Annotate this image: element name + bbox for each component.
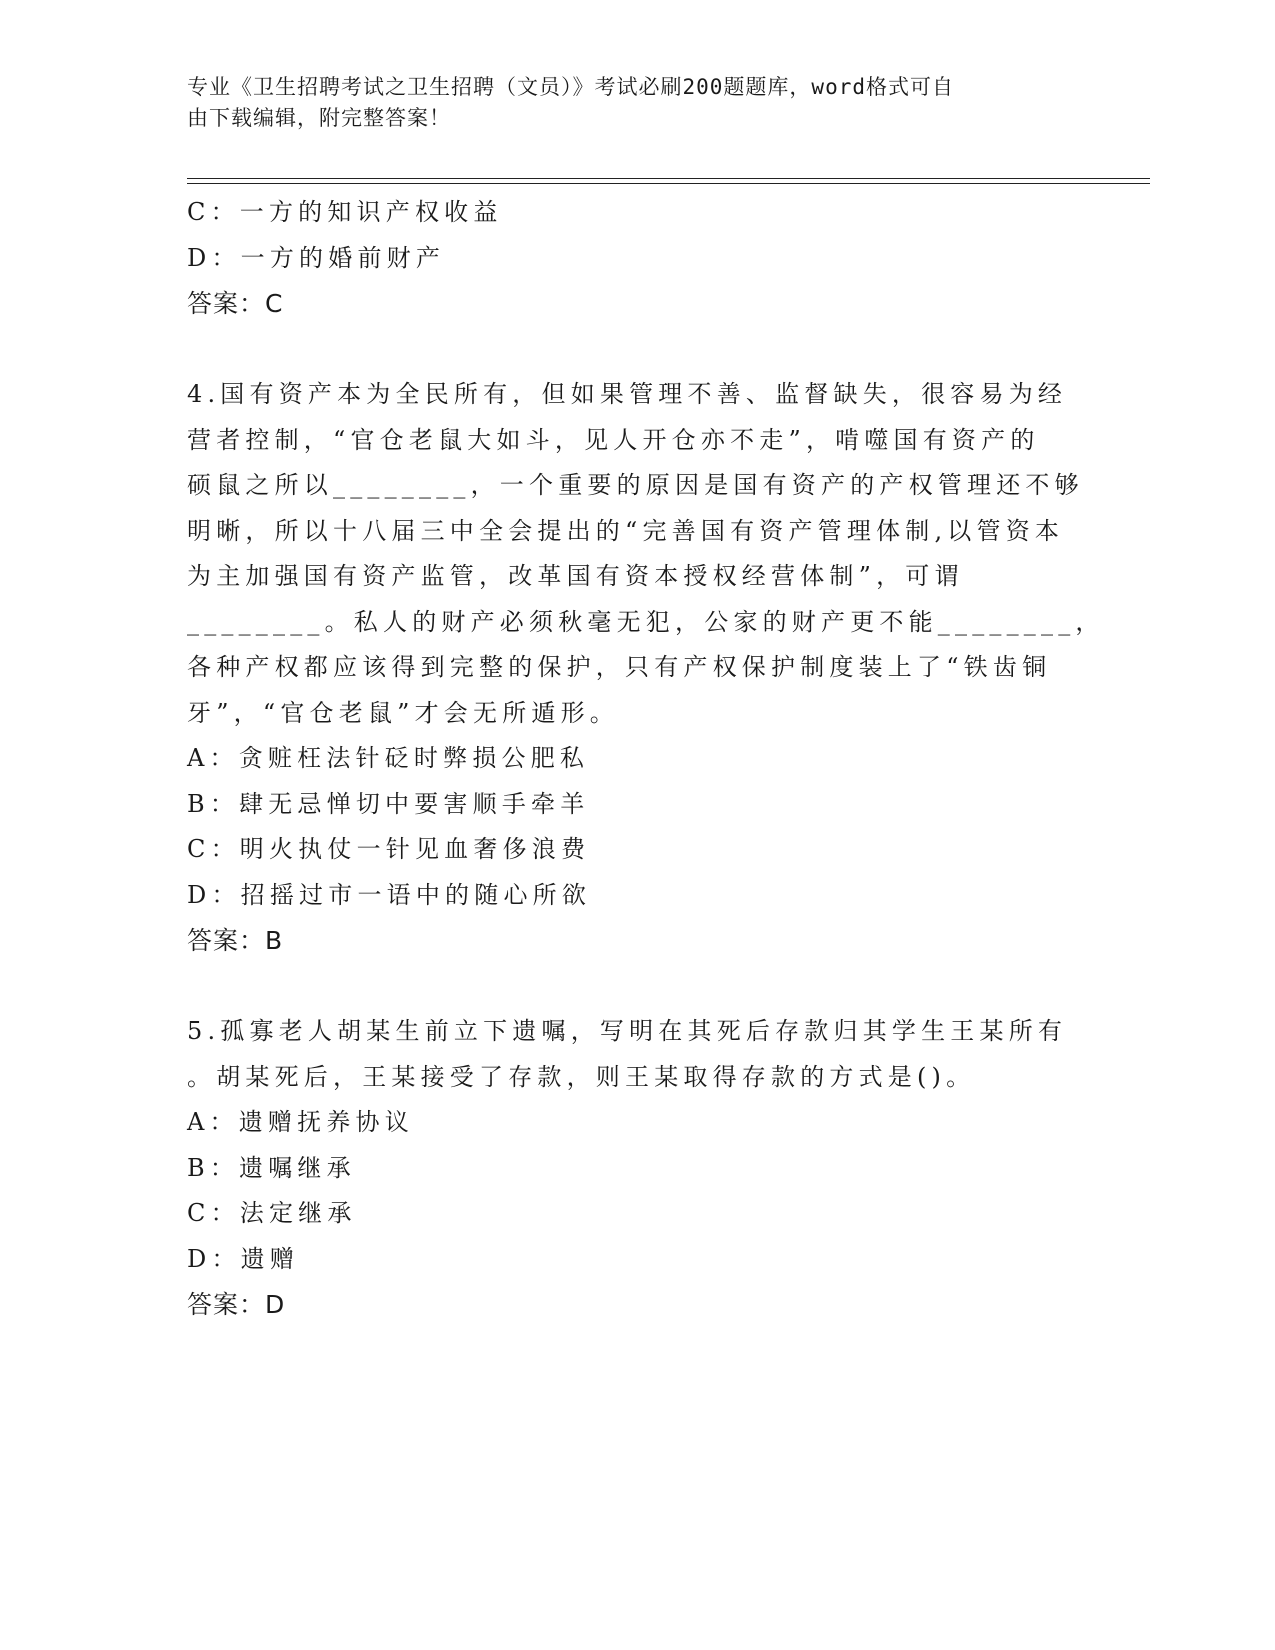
header-line-2: 由下载编辑，附完整答案！ — [187, 106, 451, 130]
q4-stem-line: ________。私人的财产必须秋毫无犯，公家的财产更不能________， — [187, 607, 1105, 636]
q3-option-c: C：一方的知识产权收益 — [187, 198, 503, 226]
q4-stem-line: 牙”，“官仓老鼠”才会无所遁形。 — [187, 698, 620, 727]
header-divider-bottom — [187, 183, 1150, 184]
question-gap — [187, 327, 1087, 373]
q3-option-d: D：一方的婚前财产 — [187, 243, 446, 272]
q4-option-d: D：招摇过市一语中的随心所欲 — [187, 880, 592, 909]
q5-option-d: D：遗赠 — [187, 1244, 300, 1273]
q4-stem-line: 为主加强国有资产监管，改革国有资本授权经营体制”，可谓 — [187, 562, 964, 590]
header-divider-top — [187, 178, 1150, 179]
q4-answer: 答案：B — [187, 926, 284, 955]
q4-stem-line: 各种产权都应该得到完整的保护，只有产权保护制度装上了“铁齿铜 — [187, 653, 1052, 681]
q4-stem-line: 硕鼠之所以________，一个重要的原因是国有资产的产权管理还不够 — [187, 471, 1084, 499]
q3-answer: 答案：C — [187, 289, 284, 318]
q4-stem-line: 营者控制，“官仓老鼠大如斗，见人开仓亦不走”，啃噬国有资产的 — [187, 425, 1040, 454]
document-header — [187, 72, 1067, 134]
question-4 — [187, 372, 1105, 964]
q4-option-c: C：明火执仗一针见血奢侈浪费 — [187, 835, 591, 863]
q5-option-a: A：遗赠抚养协议 — [187, 1108, 414, 1136]
q5-option-b: B：遗嘱继承 — [187, 1153, 356, 1182]
q4-stem-line: 明晰，所以十八届三中全会提出的“完善国有资产管理体制,以管资本 — [187, 516, 1065, 545]
q5-answer: 答案：D — [187, 1290, 286, 1319]
question-5 — [187, 1009, 1087, 1328]
q5-stem-line: 5.孤寡老人胡某生前立下遗嘱，写明在其死后存款归其学生王某所有 — [187, 1017, 1068, 1045]
q4-option-a: A：贪赃枉法针砭时弊损公肥私 — [187, 744, 590, 772]
q4-stem-line: 4.国有资产本为全民所有，但如果管理不善、监督缺失，很容易为经 — [187, 380, 1068, 408]
question-3-tail — [187, 190, 1087, 327]
question-gap — [187, 964, 1087, 1010]
q5-stem-line: 。胡某死后，王某接受了存款，则王某取得存款的方式是()。 — [187, 1062, 976, 1091]
document-body — [187, 190, 1105, 1328]
header-line-1: 专业《卫生招聘考试之卫生招聘（文员）》考试必刷200题题库，word格式可自 — [187, 75, 954, 99]
q5-option-c: C：法定继承 — [187, 1199, 357, 1227]
q4-option-b: B：肆无忌惮切中要害顺手牵羊 — [187, 789, 590, 818]
